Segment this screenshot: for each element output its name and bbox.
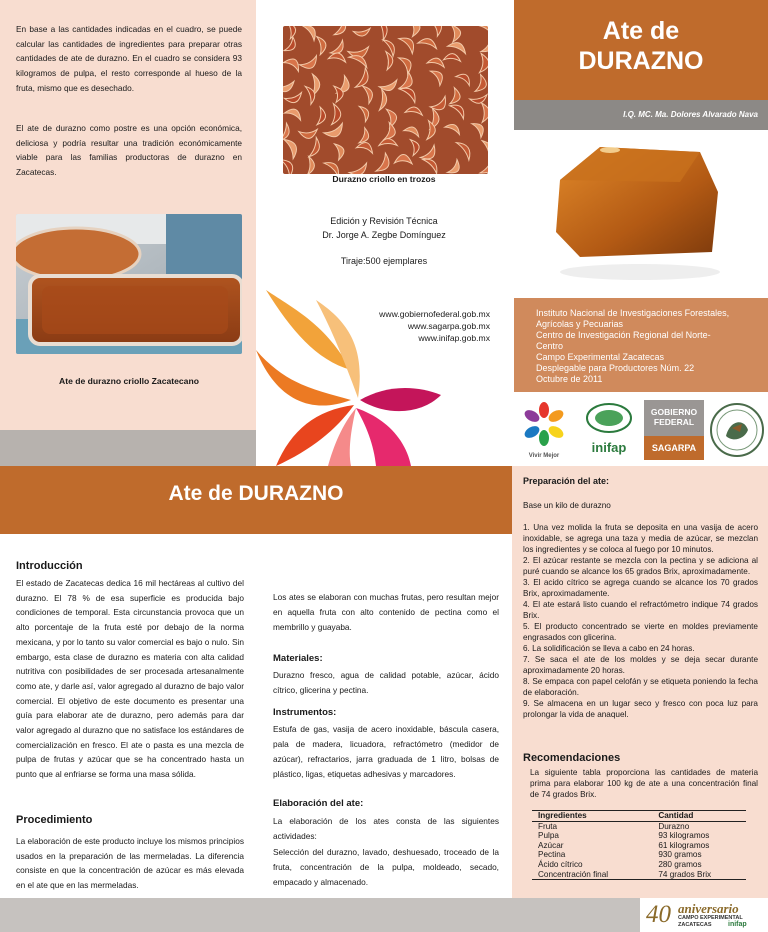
step-5: 5. El producto concentrado se vierte en moldes previamente engrasados con glicerina. bbox=[523, 622, 758, 642]
col2-intro: Los ates se elaboran con muchas frutas, pero resultan mejor en aquella fruta con alto contenido de pectina como el membrillo y guayaba. bbox=[273, 592, 499, 632]
materials-heading: Materiales: bbox=[273, 653, 323, 664]
peach-slices-photo bbox=[283, 26, 488, 174]
left-paragraph-1: En base a las cantidades indicadas en el cuadro, se puede calcular las cantidades de ingredientes para preparar otras cantidades de ate de durazno. En el cuadro se considera 93 kilogramos de pulpa, el resto corresponde al hueso de la fruta, mismo que es desechado. bbox=[16, 24, 242, 93]
step-4: 4. El ate estará listo cuando el refractómetro indique 74 grados Brix. bbox=[523, 600, 758, 620]
vivir-mejor-text: Vivir Mejor bbox=[528, 453, 560, 459]
step-3: 3. El acido cítrico se agrega cuando se alcance los 70 grados Brix, aproximadamente. bbox=[523, 578, 758, 598]
elaboration-text-2: Selección del durazno, lavado, deshuesado, troceado de la fruta, concentración de la pulpa, moldeado, secado, empacado y almacenado. bbox=[273, 847, 499, 887]
step-2: 2. El azúcar restante se mezcla con la pectina y se adiciona al puré cuando se alcance los 65 grados Brix, aproximadamente. bbox=[523, 556, 758, 576]
edition-line-2: Dr. Jorge A. Zegbe Domínguez bbox=[322, 230, 446, 240]
middle-photo-caption: Durazno criollo en trozos bbox=[332, 174, 436, 184]
institution-block bbox=[514, 298, 768, 392]
table-cell-ingredient: Pectina bbox=[538, 850, 566, 860]
gray-strip bbox=[0, 430, 256, 466]
institution-line-6: Desplegable para Productores Núm. 22 bbox=[536, 363, 695, 373]
institution-line-1: Instituto Nacional de Investigaciones Forestales, bbox=[536, 308, 730, 318]
step-7: 7. Se saca el ate de los moldes y se deja secar durante aproximadamente 20 horas. bbox=[523, 655, 758, 675]
gobierno-sagarpa-logo bbox=[644, 400, 704, 460]
gobierno-federal-text: GOBIERNO FEDERAL bbox=[644, 400, 704, 436]
table-row bbox=[532, 860, 746, 870]
table-cell-ingredient: Pulpa bbox=[538, 831, 559, 841]
anniversary-line-2: ZACATECAS bbox=[678, 922, 712, 928]
cover-title-line-2: DURAZNO bbox=[578, 47, 704, 75]
cover-title-line-1: Ate de bbox=[602, 17, 680, 45]
author-bar bbox=[514, 100, 768, 130]
edition-line-1: Edición y Revisión Técnica bbox=[330, 216, 438, 226]
preparation-heading: Preparación del ate: bbox=[523, 476, 610, 486]
procedure-heading: Procedimiento bbox=[16, 814, 93, 826]
institution-line-2: Agrícolas y Pecuarias bbox=[536, 319, 624, 329]
table-cell-ingredient: Concentración final bbox=[538, 869, 609, 879]
step-1: 1. Una vez molida la fruta se deposita en una vasija de acero inoxidable, se agrega una taza y media de azúcar, se mezclan los ingredientes y se coloca al fuego por 10 minutos. bbox=[523, 523, 758, 554]
instruments-text: Estufa de gas, vasija de acero inoxidable, báscula casera, pala de madera, licuadora, refractómetro (medidor de azúcar), refractarios, jarra graduada de 1 litro, bolsas de plástico, ligas, etiquetas adhesivas y marcadores. bbox=[273, 724, 499, 779]
elaboration-heading: Elaboración del ate: bbox=[273, 798, 364, 809]
cover-title-block bbox=[514, 0, 768, 100]
ate-block-photo bbox=[540, 132, 730, 292]
anniversary-word: aniversario bbox=[678, 901, 739, 916]
table-row bbox=[532, 831, 746, 841]
institution-line-4: Centro bbox=[536, 341, 564, 351]
instruments-heading: Instrumentos: bbox=[273, 707, 337, 718]
table-cell-quantity: 93 kilogramos bbox=[658, 831, 710, 841]
anniversary-line-1: CAMPO EXPERIMENTAL bbox=[678, 915, 743, 921]
inifap-text: inifap bbox=[591, 440, 627, 455]
table-cell-ingredient: Ácido cítrico bbox=[538, 859, 583, 869]
recommendations-heading: Recomendaciones bbox=[523, 752, 621, 764]
table-header-ingredients: Ingredientes bbox=[538, 811, 587, 820]
table-row bbox=[532, 850, 746, 860]
table-cell-ingredient: Azúcar bbox=[538, 840, 564, 850]
link-gobierno[interactable]: www.gobiernofederal.gob.mx bbox=[379, 309, 490, 319]
ingredients-table bbox=[532, 810, 746, 880]
author-name: I.Q. MC. Ma. Dolores Alvarado Nava bbox=[623, 110, 758, 119]
left-photo-caption: Ate de durazno criollo Zacatecano bbox=[59, 376, 199, 386]
table-header-quantity: Cantidad bbox=[658, 811, 694, 820]
institution-line-5: Campo Experimental Zacatecas bbox=[536, 352, 665, 362]
materials-text: Durazno fresco, agua de calidad potable, azúcar, ácido cítrico, glicerina y pectina. bbox=[273, 670, 499, 695]
table-cell-quantity: 930 gramos bbox=[658, 850, 702, 860]
vivir-mejor-logo bbox=[516, 400, 572, 460]
link-inifap[interactable]: www.inifap.gob.mx bbox=[418, 333, 490, 343]
left-paragraph-2: El ate de durazno como postre es una opción económica, deliciosa y podría resultar una tradición económicamente viable para las familias productoras de durazno en Zacatecas. bbox=[16, 123, 242, 178]
step-9: 9. Se almacena en un lugar seco y fresco con poca luz para prolongar la vida de anaquel. bbox=[523, 699, 758, 719]
anniversary-number: 40 bbox=[646, 901, 671, 928]
table-row bbox=[532, 870, 746, 880]
preparation-base: Base un kilo de durazno bbox=[523, 501, 611, 510]
recommendations-text: La siguiente tabla proporciona las cantidades de materia prima para elaborar 100 kg de ate a una concentración final de 74 grados Brix. bbox=[530, 768, 758, 799]
print-run: Tiraje:500 ejemplares bbox=[340, 256, 428, 266]
logos-row bbox=[514, 396, 768, 464]
table-cell-quantity: Durazno bbox=[658, 821, 690, 831]
institution-line-3: Centro de Investigación Regional del Norte- bbox=[536, 330, 711, 340]
sagarpa-text: SAGARPA bbox=[644, 436, 704, 460]
table-cell-quantity: 61 kilogramos bbox=[658, 840, 710, 850]
intro-heading: Introducción bbox=[16, 560, 83, 572]
anniversary-brand: inifap bbox=[728, 921, 747, 928]
national-seal-logo bbox=[708, 400, 766, 460]
intro-text: El estado de Zacatecas dedica 16 mil hectáreas al cultivo del durazno. El 78 % de esa superficie es producida bajo condiciones de temporal. Esta circunstancia provoca que un alto porcentaje de la fruta esté por debajo de la norma mexicana, y por lo tanto su valor comercial es bajo o nulo. Sin embargo, esta clase de durazno es materia con alta calidad nutritiva con posibilidades de ser procesada artesanalmente como ate, y darle así, valor agregado al durazno de bajo valor comercial. El objetivo de este documento es presentar una guía para elaborar ate de durazno, pero además para dar valor agregado al durazno que no satisface los estándares de comercialización en fresco. El ate o pasta es una mezcla de pulpa de frutas y azúcar que se ha concentrado hasta un punto que al enfriarse se forma una masa sólida. bbox=[16, 578, 244, 780]
table-cell-quantity: 280 gramos bbox=[658, 859, 702, 869]
ate-tray-photo bbox=[16, 214, 242, 354]
preparation-steps bbox=[523, 522, 758, 720]
banner-title: Ate de DURAZNO bbox=[168, 482, 344, 505]
step-6: 6. La solidificación se lleva a cabo en 24 horas. bbox=[523, 644, 695, 653]
elaboration-text-1: La elaboración de los ates consta de las siguientes actividades: bbox=[273, 816, 499, 841]
inifap-logo bbox=[578, 400, 640, 460]
link-sagarpa[interactable]: www.sagarpa.gob.mx bbox=[407, 321, 490, 331]
step-8: 8. Se empaca con papel celofán y se etiqueta poniendo la fecha de elaboración. bbox=[523, 677, 758, 697]
anniversary-logo bbox=[640, 898, 768, 932]
institution-line-7: Octubre de 2011 bbox=[536, 374, 603, 384]
table-row bbox=[532, 841, 746, 851]
procedure-text: La elaboración de este producto incluye los mismos principios usados en la preparación de las mermeladas. La diferencia consiste en que la concentración de azúcar es más elevada en el ate que en las mermeladas. bbox=[16, 836, 244, 891]
table-row bbox=[532, 821, 746, 831]
table-cell-ingredient: Fruta bbox=[538, 821, 558, 831]
table-cell-quantity: 74 grados Brix bbox=[658, 869, 712, 879]
